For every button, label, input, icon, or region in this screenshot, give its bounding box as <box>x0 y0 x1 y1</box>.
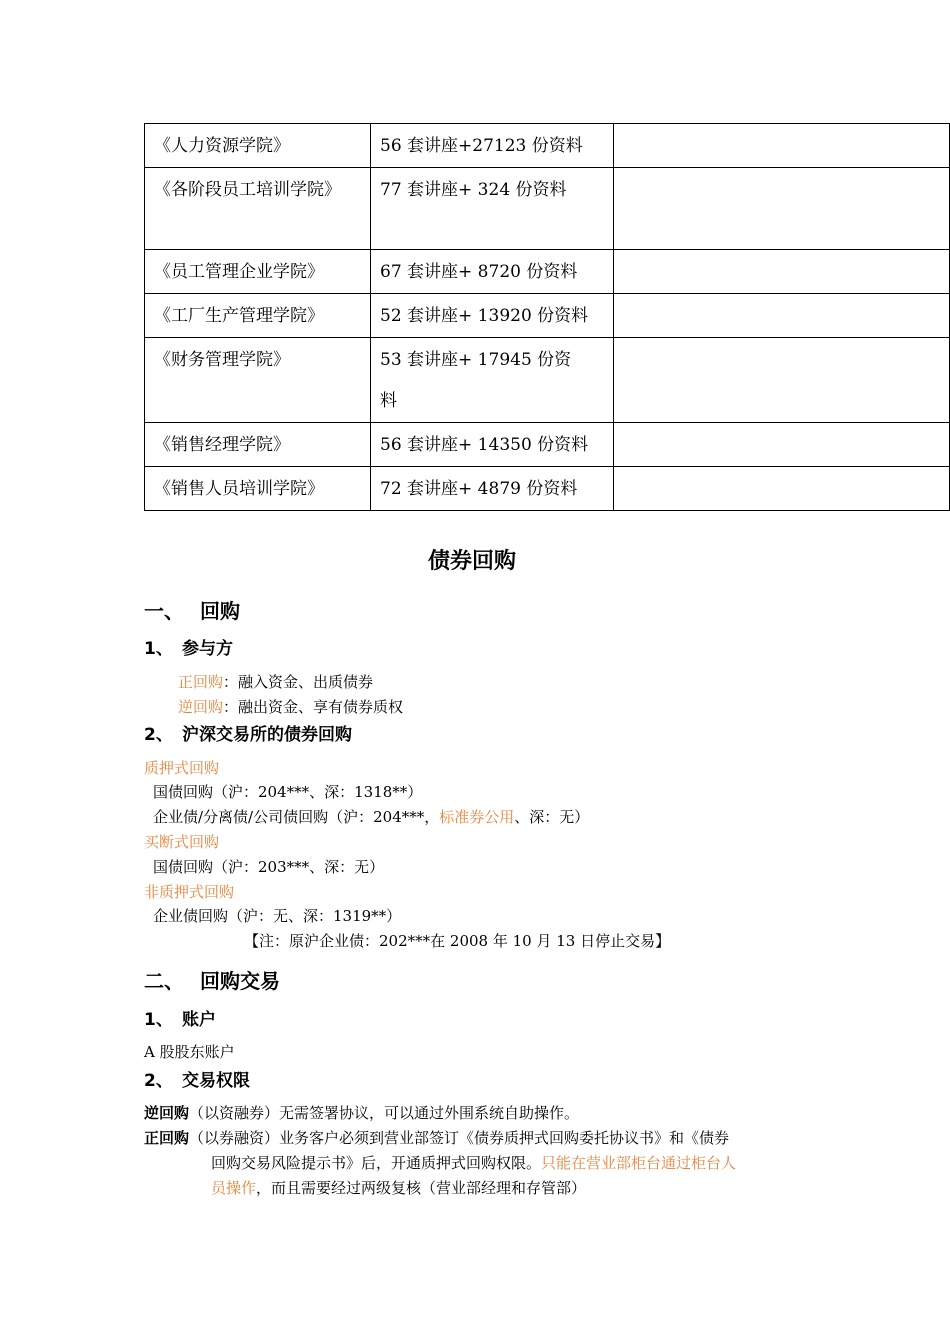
subsection-title: 账户 <box>182 1010 216 1030</box>
subsection-heading <box>144 1005 216 1030</box>
section-heading <box>144 595 240 624</box>
subsection-number: 2、 <box>144 725 173 745</box>
table-cell-content: 67 套讲座+ 8720 份资料 <box>371 250 614 294</box>
paragraph-text: ：融出资金、享有债券质权 <box>223 698 404 716</box>
subsection-title: 参与方 <box>182 639 233 659</box>
table-row <box>145 338 950 423</box>
document-title: 债券回购 <box>428 549 517 574</box>
course-table <box>144 123 950 511</box>
category-label: 质押式回购 <box>144 759 220 777</box>
table-cell-extra <box>614 423 950 467</box>
table-cell-content: 56 套讲座+ 14350 份资料 <box>371 423 614 467</box>
table-cell-extra <box>614 467 950 511</box>
section-heading <box>144 965 280 994</box>
table-cell-name: 《销售人员培训学院》 <box>145 467 371 511</box>
paragraph-text: 国债回购（沪：203***、深：无） <box>153 858 385 876</box>
subsection-heading <box>144 720 352 745</box>
table-cell-name: 《人力资源学院》 <box>145 124 371 168</box>
term-highlight: 逆回购 <box>178 698 224 716</box>
table-cell-content: 52 套讲座+ 13920 份资料 <box>371 294 614 338</box>
table-row <box>145 168 950 250</box>
paragraph <box>211 1177 586 1198</box>
paragraph-text: 企业债/分离债/公司债回购（沪：204***， <box>153 808 440 826</box>
paragraph-text: 企业债回购（沪：无、深：1319**） <box>153 907 402 925</box>
section-title: 回购交易 <box>200 969 280 993</box>
paragraph-text: 国债回购（沪：204***、深：1318**） <box>153 783 423 801</box>
table-cell-content: 72 套讲座+ 4879 份资料 <box>371 467 614 511</box>
table-row <box>145 467 950 511</box>
section-number: 二、 <box>144 969 184 993</box>
term-highlight: 正回购 <box>178 673 224 691</box>
category-label: 非质押式回购 <box>144 883 235 901</box>
table-cell-content: 56 套讲座+27123 份资料 <box>371 124 614 168</box>
table-cell-extra <box>614 338 950 423</box>
table-cell-name: 《员工管理企业学院》 <box>145 250 371 294</box>
subsection-number: 2、 <box>144 1071 173 1091</box>
table-cell-name: 《工厂生产管理学院》 <box>145 294 371 338</box>
subsection-number: 1、 <box>144 1010 173 1030</box>
term-highlight: 标准券公用 <box>439 808 515 826</box>
paragraph-text: ：融入资金、出质债券 <box>223 673 374 691</box>
table-cell-extra <box>614 124 950 168</box>
table-cell-name: 《各阶段员工培训学院》 <box>145 168 371 250</box>
section-number: 一、 <box>144 599 184 623</box>
category-label: 买断式回购 <box>144 833 220 851</box>
paragraph <box>211 1152 736 1173</box>
paragraph-text: ，而且需要经过两级复核（营业部经理和存管部） <box>256 1179 587 1197</box>
term-bold: 正回购 <box>144 1129 190 1147</box>
table-row <box>145 250 950 294</box>
table-cell-content: 77 套讲座+ 324 份资料 <box>371 168 614 250</box>
term-highlight: 员操作 <box>211 1179 257 1197</box>
subsection-number: 1、 <box>144 639 173 659</box>
paragraph <box>144 1102 579 1123</box>
table-row <box>145 294 950 338</box>
table-cell-content: 53 套讲座+ 17945 份资料 <box>371 338 614 423</box>
table-cell-name: 《销售经理学院》 <box>145 423 371 467</box>
table-row <box>145 423 950 467</box>
paragraph-text: （以资融券）无需签署协议，可以通过外围系统自助操作。 <box>189 1104 580 1122</box>
subsection-heading <box>144 1066 250 1091</box>
term-highlight: 只能在营业部柜台通过柜台人 <box>541 1154 737 1172</box>
section-title: 回购 <box>200 599 240 623</box>
table-cell-name: 《财务管理学院》 <box>145 338 371 423</box>
subsection-heading <box>144 634 233 659</box>
subsection-title: 交易权限 <box>182 1071 250 1091</box>
paragraph <box>144 1127 729 1148</box>
paragraph <box>153 806 589 827</box>
paragraph <box>178 696 403 717</box>
table-cell-extra <box>614 250 950 294</box>
paragraph <box>178 671 373 692</box>
paragraph-text: 回购交易风险提示书》后，开通质押式回购权限。 <box>211 1154 542 1172</box>
table-row <box>145 124 950 168</box>
table-cell-extra <box>614 168 950 250</box>
note-text: 【注：原沪企业债：202***在 2008 年 10 月 13 日停止交易】 <box>244 932 671 950</box>
term-bold: 逆回购 <box>144 1104 190 1122</box>
paragraph-text: 、深：无） <box>514 808 590 826</box>
paragraph-text: A 股股东账户 <box>144 1043 235 1061</box>
subsection-title: 沪深交易所的债券回购 <box>182 725 352 745</box>
table-cell-extra <box>614 294 950 338</box>
paragraph-text: （以券融资）业务客户必须到营业部签订《债券质押式回购委托协议书》和《债券 <box>189 1129 730 1147</box>
